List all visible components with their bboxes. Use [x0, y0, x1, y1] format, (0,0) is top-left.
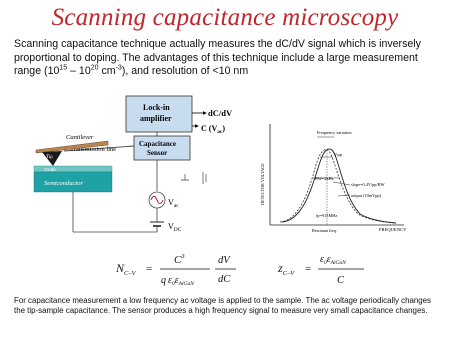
cvac-close: ): [222, 124, 226, 133]
page-title: Scanning capacitance microscopy: [51, 4, 399, 31]
vdc-subscript: DC: [173, 227, 182, 233]
resonant-freq-label: Resonant freq.: [312, 228, 338, 233]
intro-text-2: – 10: [67, 65, 91, 78]
denominator-c: C: [337, 275, 345, 286]
lockin-label-2: amplifier: [140, 114, 172, 123]
semiconductor-label: Semiconductor: [44, 180, 83, 187]
cvac-label: [201, 124, 225, 135]
c-exponent: 3: [181, 253, 185, 260]
vpp-label: Vpp: [334, 152, 342, 157]
numerator-3: [320, 254, 346, 266]
bw-label: BW=2kHz: [315, 176, 334, 181]
vdc-symbol: V: [168, 222, 174, 231]
slope-label: slope=0.4V/pp/BW: [351, 182, 385, 187]
plot-x-label: FREQUENCY: [379, 227, 407, 232]
sensor-label-2: Sensor: [147, 149, 168, 157]
intro-text-3: cm: [98, 65, 116, 78]
c-letter: C: [174, 254, 182, 266]
cvac-subscript: ac: [217, 129, 223, 135]
plot-y-label: DETECTOR VOLTAGE: [260, 163, 265, 205]
n-subscript: C–V: [124, 270, 136, 277]
equals-2: =: [305, 263, 312, 275]
denominator-dc: dC: [218, 274, 231, 285]
oxide-label: Oxide: [44, 167, 56, 172]
tip-label: Tip: [46, 155, 53, 160]
output-label: output (10mVpp): [351, 193, 381, 198]
intro-text-1: Scanning capacitance technique actually measures the dC/dV signal which is inversely proportional to doping. The advantages of this technique include a large measurement range (10: [14, 38, 421, 78]
equals-1: =: [146, 263, 153, 275]
cantilever-label: Cantilever: [66, 134, 94, 141]
denominator-1: [161, 275, 194, 287]
intro-exponent-2: 20: [90, 64, 99, 72]
intro-text-4: ), and resolution of <10 nm: [121, 65, 249, 78]
q-letter: q: [161, 275, 166, 286]
num3-eps0: ε: [320, 254, 324, 265]
cvac-text: C (V: [201, 124, 218, 133]
z-symbol: [277, 261, 295, 277]
resonance-plot: [260, 124, 407, 233]
num3-eps-algan: ε: [326, 254, 331, 265]
sensor-label-1: Capacitance: [139, 140, 176, 148]
transmission-label: Transmission line: [70, 146, 117, 153]
numerator-dv: dV: [218, 255, 230, 266]
fp-label: fp=915MHz: [316, 213, 338, 218]
n-letter: N: [116, 261, 125, 275]
eps-algan-sub: AlGaN: [178, 281, 194, 287]
lockin-label-1: Lock-in: [143, 103, 170, 112]
intro-exponent-1: 15: [59, 64, 68, 72]
eps-algan-letter: ε: [174, 275, 179, 286]
dcdv-label: dC/dV: [208, 108, 233, 118]
n-symbol: [115, 261, 137, 277]
intro-exponent-3: -3: [115, 64, 122, 72]
eps0-letter: ε: [168, 275, 172, 286]
equations: [0, 244, 450, 292]
z-letter: z: [278, 261, 283, 275]
vac-label: [168, 198, 179, 209]
freq-variation-label: Frequency variation: [317, 130, 352, 135]
eps0-sub: 0: [171, 281, 175, 287]
vac-subscript: ac: [173, 203, 179, 209]
num3-eps-algan-sub: AlGaN: [330, 260, 346, 266]
numerator-c3: [174, 253, 185, 266]
intro-paragraph: [14, 38, 442, 79]
num3-eps0-sub: 0: [323, 260, 327, 266]
z-subscript: C–V: [282, 270, 295, 277]
vac-symbol: V: [168, 198, 174, 207]
footer-note: For capacitance measurement a low frequency ac voltage is applied to the sample. The ac voltage periodically changes the tip-sample capacitance. The sensor produces a high frequency signal to measure very small capacitance changes.: [14, 296, 431, 316]
scm-schematic: [34, 96, 233, 233]
vdc-label: [168, 222, 182, 233]
